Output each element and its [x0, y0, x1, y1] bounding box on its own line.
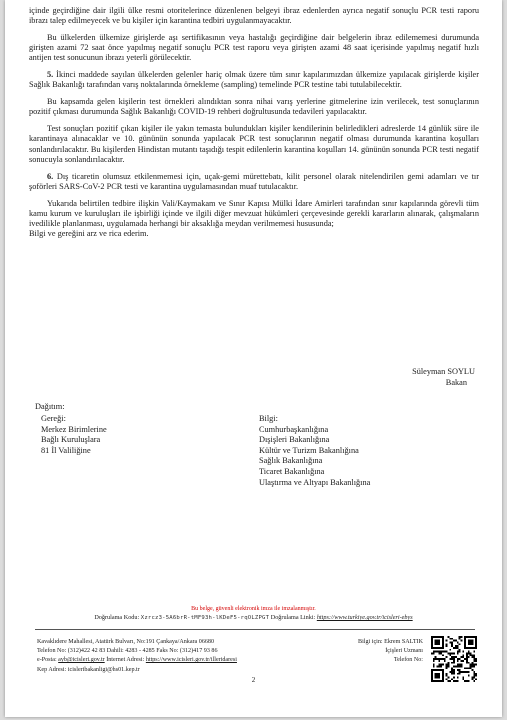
body-paragraph — [29, 70, 479, 90]
verification-code-label: Doğrulama Kodu: — [94, 614, 140, 621]
footer-phones: Telefon No: (312)422 42 83 Dahili: 4283 - 4285 Faks No: (312)417 93 86 — [37, 648, 218, 655]
bilgi-item: Ulaştırma ve Altyapı Bakanlığına — [259, 477, 371, 487]
bilgi-item: Dışişleri Bakanlığına — [259, 435, 330, 445]
gereği-item: 81 İl Valiliğine — [41, 445, 91, 455]
distribution-bilgi — [259, 414, 370, 488]
paragraph-text: Bu kapsamda gelen kişilerin test örnekleri alındıktan sonra nihai varış yerlerine gitmelerine izin verilecek, test sonuçlarının pozitif çıkması durumunda Sağlık Bakanlığı COVID-19 rehberi doğrultusunda tedavileri yapılacaktır. — [29, 97, 479, 117]
paragraph-text: Yukarıda belirtilen tedbire ilişkin Vali/Kaymakam ve Sınır Kapısı Mülki İdare Amirleri tarafından sınır kapılarında görevli tüm kamu kurum ve kuruluşları ile işbirliği içinde ve ilgili diğer mevzuat hükümleri çerçevesinde gerekli kararların alınarak, çalışmaların ivedilikle planlanması, uygulamada herhangi bir aksaklığa meydan verilmemesi hususunda; — [29, 198, 479, 229]
distribution-gereği — [41, 414, 107, 456]
footer-internet-link[interactable]: https://www.icisleri.gov.tr/illeridaresi — [145, 657, 237, 664]
signer-title: Bakan — [445, 378, 467, 387]
item-number: 5. — [47, 70, 54, 80]
body-paragraph — [29, 124, 479, 165]
body-paragraph — [29, 97, 479, 117]
paragraph-text: Dış ticaretin olumsuz etkilenmemesi için, uçak-gemi mürettebatı, kilit personel olarak nitelendirilen gemi adamları ve tır şoförleri SARS-CoV-2 PCR testi ve karantina uygulamasından muaf tutulacaktır. — [29, 171, 479, 191]
paragraph-text: İkinci maddede sayılan ülkelerden gelenler hariç olmak üzere tüm sınır kapılarımızdan ülkemize yapılacak girişlerde kişiler Sağlık Bakanlığı tarafından varış noktalarında örnekleme (sampling) temelinde PCR testine tabi tutulabilecektir. — [29, 70, 479, 90]
bilgi-item: Sağlık Bakanlığına — [259, 456, 323, 466]
verification-code: Xzrcz3-5A6brR-tMF93h-lKDeF5-rqOLZPGT — [140, 615, 270, 621]
bilgi-item: Kültür ve Turizm Bakanlığına — [259, 445, 359, 455]
footer-address-block — [37, 638, 237, 675]
contact-block — [335, 638, 423, 666]
page-number: 2 — [251, 676, 256, 684]
esignature-notice: Bu belge, güvenli elektronik imza ile imzalanmıştır. — [191, 606, 316, 612]
body-paragraph — [29, 33, 479, 64]
bilgi-item: Ticaret Bakanlığına — [259, 466, 325, 476]
verification-link-label: Doğrulama Linki: — [270, 614, 316, 621]
gereği-item: Bağlı Kuruluşlara — [41, 435, 101, 445]
signer-name: Süleyman SOYLU — [412, 367, 475, 376]
signature-block — [365, 366, 475, 388]
paragraph-text: içinde geçirdiğine dair ilgili ülke resmi otoritelerince düzenlenen belgeyi ibraz edenlerden ayrıca negatif sonuçlu PCR testi raporu ibrazı talep edilmeyecek ve bu kişiler için karantina tedbiri uygulanmayacaktır. — [29, 6, 479, 26]
paragraph-text: Bilgi ve gereğini arz ve rica ederim. — [29, 229, 149, 239]
body-paragraph — [29, 199, 479, 240]
paragraph-text: Test sonuçları pozitif çıkan kişiler ile yakın temasta bulundukları kişiler kendilerinin belirledikleri adreslerde 14 günlük süre ile karantinaya alınacaklar ve 10. gününün sonunda yapılacak PCR test sonuçlarının negatif olması durumunda karantina koşulları sonlandırılacaktır. Bu kişilerden Hindistan mutantı taşıdığı tespit edilenlerin karantina koşulları 14. gününün sonunda PCR testi negatif sonucuyla sonlandırılacaktır. — [29, 124, 479, 164]
contact-role: İçişleri Uzmanı — [385, 648, 423, 655]
bilgi-item: Cumhurbaşkanlığına — [259, 424, 329, 434]
footer-address: Kavaklıdere Mahallesi, Atatürk Bulvarı, No:191 Çankaya/Ankara 06680 — [37, 639, 215, 645]
verification-link[interactable]: https://www.turkiye.gov.tr/icisleri-ebys — [316, 614, 413, 621]
footer-divider — [35, 629, 475, 630]
body-paragraph — [29, 6, 479, 26]
body-paragraph — [29, 172, 479, 192]
footer-eposta-link[interactable]: ayb@icisleri.gov.tr — [58, 657, 105, 664]
gereği-item: Merkez Birimlerine — [41, 424, 107, 434]
document-page — [5, 0, 502, 717]
contact-phone: Telefon No: — [393, 657, 423, 664]
footer-eposta-label: e-Posta: — [37, 657, 57, 664]
gereği-label: Gereği: — [41, 414, 66, 423]
footer-kep-label: Kep Adresi: — [37, 666, 67, 673]
verification-line — [5, 614, 502, 621]
item-number: 6. — [47, 171, 54, 181]
footer-kep: icisleribakanligi@hs01.kep.tr — [67, 666, 140, 673]
document-body — [29, 6, 479, 246]
paragraph-text: Bu ülkelerden ülkemize girişlerde aşı sertifikasının veya hastalığı geçirdiğine dair belgelerin ibraz edilememesi durumunda girişten azami 72 saat önce yapılmış negatif sonuçlu PCR test raporu veya girişten azami 48 saat içerisinde yapılmış negatif hızlı antijen test sonucunun ibrazı yeterli görülecektir. — [29, 33, 479, 63]
footer-internet-label: İnternet Adresi: — [106, 657, 145, 664]
distribution-heading: Dağıtım: — [35, 402, 65, 411]
bilgi-label: Bilgi: — [259, 414, 278, 423]
contact-person: Bilgi için: Ekrem SALTIK — [358, 639, 423, 645]
